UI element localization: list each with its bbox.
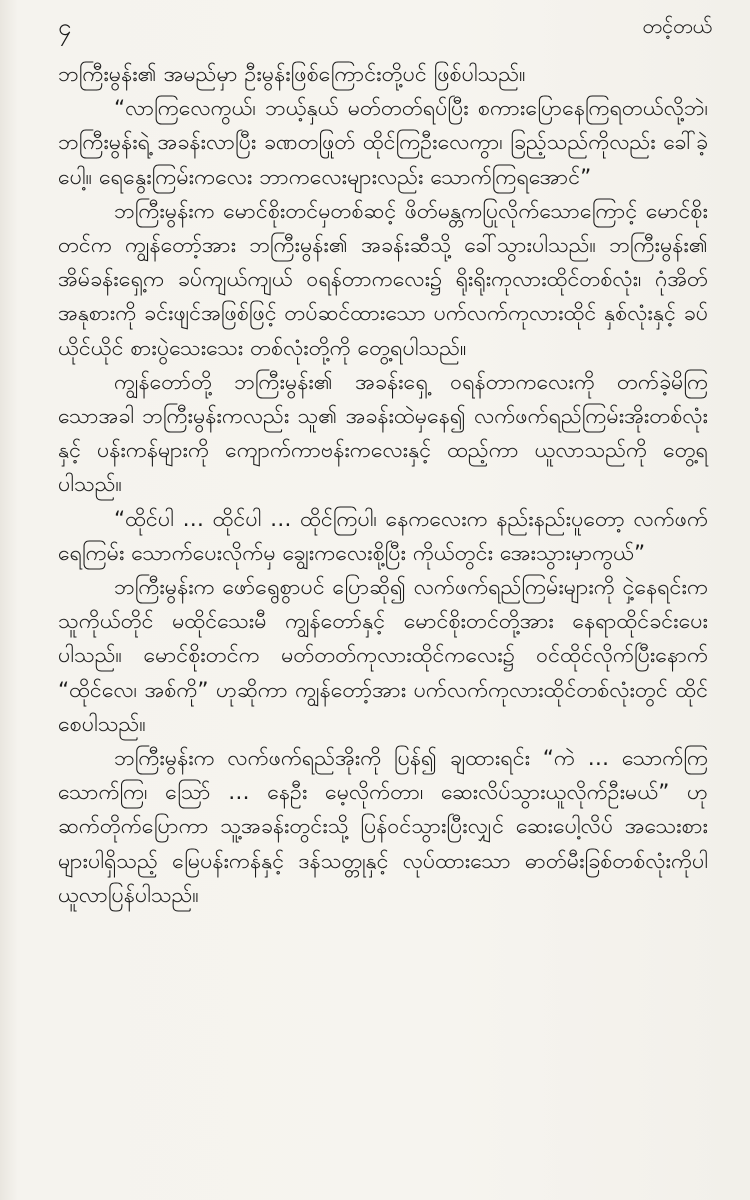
paragraph-4: ကျွန်တော်တို့ ဘကြီးမွန်း၏ အခန်းရှေ့ ဝရန်တာကလေးကို တက်ခဲ့မိကြသောအခါ ဘကြီးမွန်းကလည်း သူ၏ အခန်းထဲမှနေ၍ လက်ဖက်ရည်ကြမ်းအိုးတစ်လုံးနှင့် ပန်းကန်များကို ကျောက်ကာဗန်းကလေးနှင့် ထည့်ကာ ယူလာသည်ကို တွေ့ရပါသည်။ (58, 369, 708, 498)
running-title: တင့်တယ် (642, 14, 712, 38)
page-header (0, 6, 750, 46)
page-number: ၄ (58, 13, 72, 41)
body-text (58, 58, 708, 913)
paragraph-5: “ထိုင်ပါ … ထိုင်ပါ … ထိုင်ကြပါ၊ နေကလေးက နည်းနည်းပူတော့ လက်ဖက်ရေကြမ်း သောက်ပေးလိုက်မှ ချွေးကလေးစို့ပြီး ကိုယ်တွင်း အေးသွားမှာကွယ်” (58, 506, 708, 566)
paragraph-1: ဘကြီးမွန်း၏ အမည်မှာ ဦးမွန်းဖြစ်ကြောင်းတို့ပင် ဖြစ်ပါသည်။ (58, 62, 526, 87)
paragraph-2: “လာကြလေကွယ်၊ ဘယ့်နှယ် မတ်တတ်ရပ်ပြီး စကားပြောနေကြရတယ်လို့ဘဲ၊ ဘကြီးမွန်းရဲ့ အခန်းလာပြီး ခဏတဖြုတ် ထိုင်ကြဦးလေကွာ၊ ခြည့်သည်ကိုလည်း ခေါ်ခဲ့ပေါ့။ ရေနွေးကြမ်းကလေး ဘာကလေးများလည်း သောက်ကြရအောင်” (58, 96, 708, 190)
paragraph-6: ဘကြီးမွန်းက ဖော်ရွေစွာပင် ပြောဆို၍ လက်ဖက်ရည်ကြမ်းများကို ငှဲ့နေရင်းက သူကိုယ်တိုင် မထိုင်သေးမီ ကျွန်တော်နှင့် မောင်စိုးတင်တို့အား နေရာထိုင်ခင်းပေးပါသည်။ မောင်စိုးတင်က မတ်တတ်ကုလားထိုင်ကလေး၌ ဝင်ထိုင်လိုက်ပြီးနောက် “ထိုင်လေ၊ အစ်ကို” ဟုဆိုကာ ကျွန်တော့်အား ပက်လက်ကုလားထိုင်တစ်လုံးတွင် ထိုင်စေပါသည်။ (58, 575, 708, 737)
paragraph-7: ဘကြီးမွန်းက လက်ဖက်ရည်အိုးကို ပြန်၍ ချထားရင်း “ကဲ … သောက်ကြ သောက်ကြ၊ သြော် … နေဦး မေ့လိုက်တာ၊ ဆေးလိပ်သွားယူလိုက်ဦးမယ်” ဟု ဆက်တိုက်ပြောကာ သူ့အခန်းတွင်းသို့ ပြန်ဝင်သွားပြီးလျှင် ဆေးပေါ့လိပ် အသေးစားများပါရှိသည့် မြေပန်းကန်နှင့် ဒန်သတ္တုနှင့် လုပ်ထားသော ဓာတ်မီးခြစ်တစ်လုံးကိုပါ ယူလာပြန်ပါသည်။ (58, 746, 708, 908)
paragraph-3: ဘကြီးမွန်းက မောင်စိုးတင်မှတစ်ဆင့် ဖိတ်မန္တကပြုလိုက်သောကြောင့် မောင်စိုးတင်က ကျွန်တော့်အား ဘကြီးမွန်း၏ အခန်းဆီသို့ ခေါ်သွားပါသည်။ ဘကြီးမွန်း၏ အိမ်ခန်းရှေ့က ခပ်ကျယ်ကျယ် ဝရန်တာကလေး၌ ရိုးရိုးကုလားထိုင်တစ်လုံး၊ ဂုံအိတ်အနုစားကို ခင်းဖျင်အဖြစ်ဖြင့် တပ်ဆင်ထားသော ပက်လက်ကုလားထိုင် နှစ်လုံးနှင့် ခပ်ယိုင်ယိုင် စားပွဲသေးသေး တစ်လုံးတို့ကို တွေ့ရပါသည်။ (58, 198, 708, 361)
